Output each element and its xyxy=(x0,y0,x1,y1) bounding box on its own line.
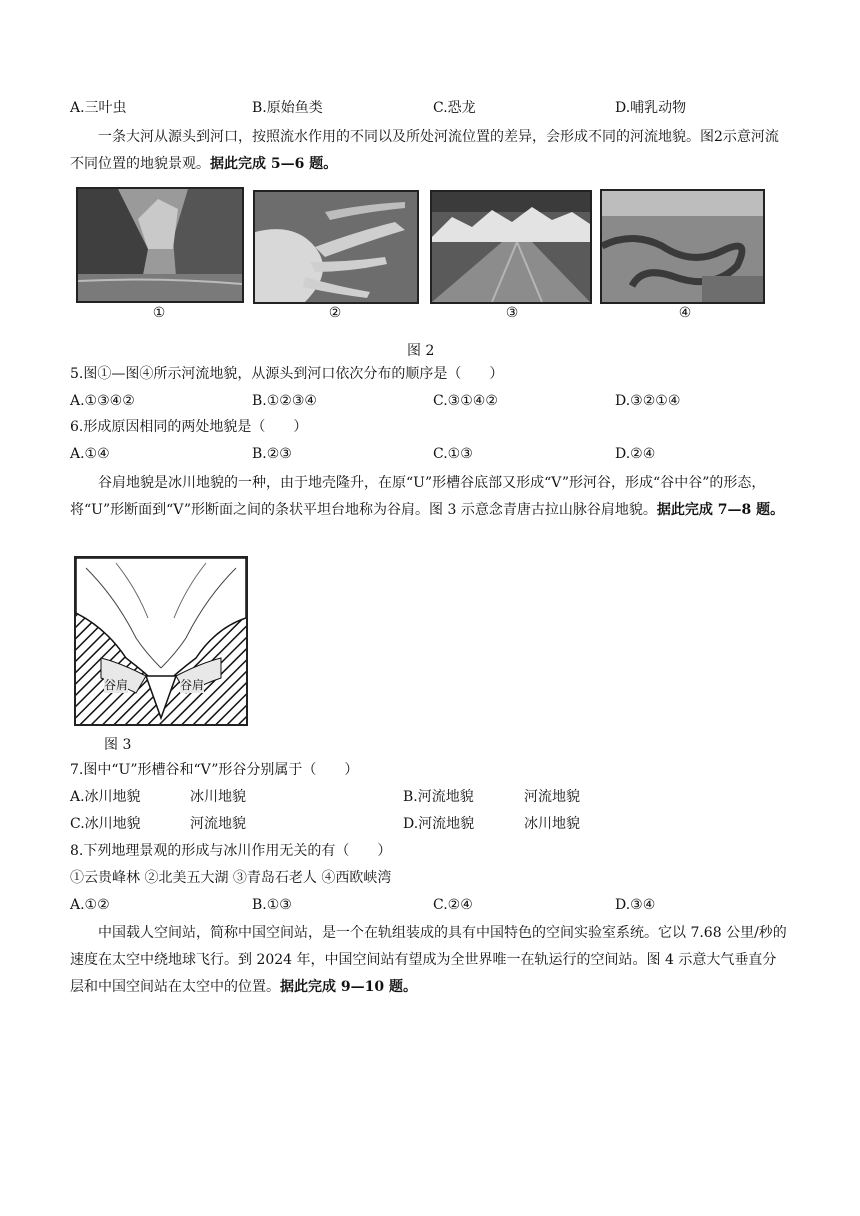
q8-option-a: A.①② xyxy=(70,897,110,913)
fig2-label-2: ② xyxy=(328,305,342,321)
fig3-caption: 图 3 xyxy=(104,737,132,753)
q8-option-b: B.①③ xyxy=(252,897,292,913)
q4-option-c: C.恐龙 xyxy=(433,100,476,116)
fig2-photo-2 xyxy=(253,190,419,304)
fig2-label-1: ① xyxy=(152,305,166,321)
intro-7-8 xyxy=(70,470,790,524)
q6-option-b: B.②③ xyxy=(252,446,292,462)
q7-option-d: D.河流地貌 xyxy=(403,816,475,832)
q5-option-c: C.③①④② xyxy=(433,393,498,409)
q7-option-a-second: 冰川地貌 xyxy=(190,789,246,805)
intro-9-10-tail: 据此完成 9—10 题。 xyxy=(280,979,417,995)
q7-stem: 7.图中“U”形槽谷和“V”形谷分别属于（ ） xyxy=(70,762,359,778)
fig2-label-4: ④ xyxy=(678,305,692,321)
q8-stem: 8.下列地理景观的形成与冰川作用无关的有（ ） xyxy=(70,843,392,859)
intro-9-10 xyxy=(70,920,790,1001)
q5-option-b: B.①②③④ xyxy=(252,393,317,409)
q7-option-a: A.冰川地貌 xyxy=(70,789,141,805)
q5-option-a: A.①③④② xyxy=(70,393,135,409)
q7-option-d-second: 冰川地貌 xyxy=(524,816,580,832)
q6-option-a: A.①④ xyxy=(70,446,110,462)
fig2-photo-4 xyxy=(600,189,765,304)
gorge-image xyxy=(78,189,242,301)
intro-5-6-tail: 据此完成 5—6 题。 xyxy=(210,156,338,172)
intro-5-6-text: 一条大河从源头到河口，按照流水作用的不同以及所处河流位置的差异，会形成不同的河流地貌。图2示意河流不同位置的地貌景观。 xyxy=(70,129,779,172)
alluvial-fan-image xyxy=(432,192,590,302)
q8-option-d: D.③④ xyxy=(615,897,656,913)
fig3-diagram xyxy=(74,556,248,726)
fig3-label-left: 谷肩 xyxy=(104,678,129,692)
intro-7-8-tail: 据此完成 7—8 题。 xyxy=(656,502,785,518)
intro-5-6 xyxy=(70,124,790,178)
intro-7-8-text: 谷肩地貌是冰川地貌的一种，由于地壳隆升，在原“U”形槽谷底部又形成“V”形河谷，形成“谷中谷”的形态，将“U”形断面到“V”形断面之间的条状平坦台地称为谷肩。图 3 示意念青唐古拉山脉谷肩地貌。 xyxy=(70,475,766,518)
q8-option-c: C.②④ xyxy=(433,897,473,913)
fig2-photo-1 xyxy=(76,187,244,303)
q5-stem: 5.图①—图④所示河流地貌，从源头到河口依次分布的顺序是（ ） xyxy=(70,366,504,382)
fig2-label-3: ③ xyxy=(505,305,519,321)
delta-image xyxy=(255,192,417,302)
q8-items: ①云贵峰林 ②北美五大湖 ③青岛石老人 ④西欧峡湾 xyxy=(70,870,392,886)
fig2-caption: 图 2 xyxy=(407,343,435,359)
valley-shoulder-diagram xyxy=(76,558,246,724)
fig2-photo-3 xyxy=(430,190,592,304)
q6-option-d: D.②④ xyxy=(615,446,656,462)
q5-option-d: D.③②①④ xyxy=(615,393,681,409)
q4-option-b: B.原始鱼类 xyxy=(252,100,323,116)
q7-option-c-second: 河流地貌 xyxy=(190,816,246,832)
q7-option-b-second: 河流地貌 xyxy=(524,789,580,805)
q7-option-b: B.河流地貌 xyxy=(403,789,474,805)
q7-option-c: C.冰川地貌 xyxy=(70,816,141,832)
meander-image xyxy=(602,191,763,302)
intro-9-10-text: 中国载人空间站，简称中国空间站，是一个在轨组装成的具有中国特色的空间实验室系统。它以 7.68 公里/秒的速度在太空中绕地球飞行。到 2024 年，中国空间站有望成为全世界唯一在轨运行的空间站。图 4 示意大气垂直分层和中国空间站在太空中的位置。 xyxy=(70,925,787,995)
fig3-label-right: 谷肩 xyxy=(180,678,205,692)
q6-stem: 6.形成原因相同的两处地貌是（ ） xyxy=(70,419,308,435)
q4-option-d: D.哺乳动物 xyxy=(615,100,687,116)
q4-option-a: A.三叶虫 xyxy=(70,100,127,116)
q6-option-c: C.①③ xyxy=(433,446,473,462)
